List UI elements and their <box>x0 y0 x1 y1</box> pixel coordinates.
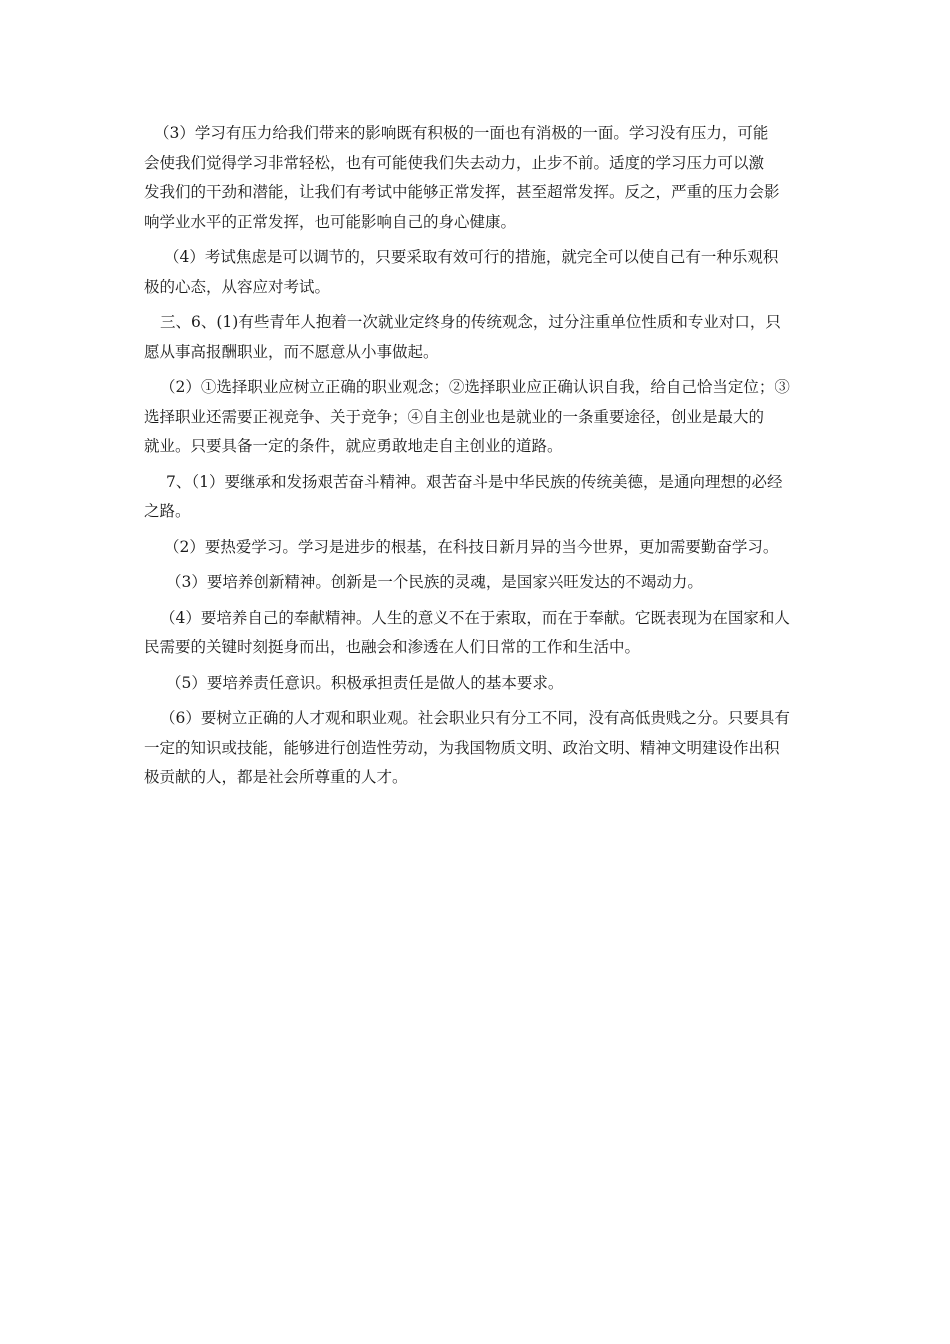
paragraph-q7-1 <box>144 468 808 527</box>
text-line: 一定的知识或技能，能够进行创造性劳动，为我国物质文明、政治文明、精神文明建设作出积 <box>144 738 780 757</box>
document-body <box>144 119 808 799</box>
text-line: （4）考试焦虑是可以调节的，只要采取有效可行的措施，就完全可以使自己有一种乐观积 <box>164 248 779 266</box>
paragraph-q7-6 <box>144 704 808 793</box>
text-line: 极的心态，从容应对考试。 <box>144 277 331 296</box>
paragraph-q7-4 <box>144 604 808 663</box>
text-line: （5）要培养责任意识。积极承担责任是做人的基本要求。 <box>166 673 564 692</box>
text-line: （6）要树立正确的人才观和职业观。社会职业只有分工不同，没有高低贵贱之分。只要具有 <box>160 709 790 727</box>
text-line: 选择职业还需要正视竞争、关于竞争；④自主创业也是就业的一条重要途径，创业是最大的 <box>144 407 765 426</box>
paragraph-q7-5 <box>144 669 808 699</box>
text-line: 三、6、(1)有些青年人抱着一次就业定终身的传统观念，过分注重单位性质和专业对口，只 <box>160 313 781 331</box>
text-line: （3）要培养创新精神。创新是一个民族的灵魂，是国家兴旺发达的不竭动力。 <box>166 573 703 591</box>
paragraph-q7-3 <box>144 568 808 598</box>
text-line: 极贡献的人，都是社会所尊重的人才。 <box>144 768 408 786</box>
paragraph-4-anxiety <box>144 243 808 302</box>
text-line: 之路。 <box>144 502 191 520</box>
text-line: （2）要热爱学习。学习是进步的根基，在科技日新月异的当今世界，更加需要勤奋学习。 <box>164 537 779 556</box>
text-line: 响学业水平的正常发挥，也可能影响自己的身心健康。 <box>144 212 517 231</box>
text-line: 发我们的干劲和潜能，让我们有考试中能够正常发挥，甚至超常发挥。反之，严重的压力会影 <box>144 183 780 201</box>
text-line: （3）学习有压力给我们带来的影响既有积极的一面也有消极的一面。学习没有压力，可能 <box>154 124 769 142</box>
text-line: 愿从事高报酬职业，而不愿意从小事做起。 <box>144 342 439 361</box>
text-line: 会使我们觉得学习非常轻松，也有可能使我们失去动力，止步不前。适度的学习压力可以激 <box>144 153 765 172</box>
paragraph-3-pressure <box>144 119 808 237</box>
paragraph-section3-q6-1 <box>144 308 808 367</box>
paragraph-q7-2 <box>144 533 808 563</box>
text-line: （4）要培养自己的奉献精神。人生的意义不在于索取，而在于奉献。它既表现为在国家和人 <box>160 608 790 627</box>
text-line: 7、（1）要继承和发扬艰苦奋斗精神。艰苦奋斗是中华民族的传统美德，是通向理想的必经 <box>166 472 783 491</box>
text-line: 民需要的关键时刻挺身而出，也融会和渗透在人们日常的工作和生活中。 <box>144 638 641 656</box>
text-line: （2）①选择职业应树立正确的职业观念；②选择职业应正确认识自我，给自己恰当定位；③ <box>160 378 790 396</box>
text-line: 就业。只要具备一定的条件，就应勇敢地走自主创业的道路。 <box>144 437 563 455</box>
paragraph-q6-2 <box>144 373 808 462</box>
